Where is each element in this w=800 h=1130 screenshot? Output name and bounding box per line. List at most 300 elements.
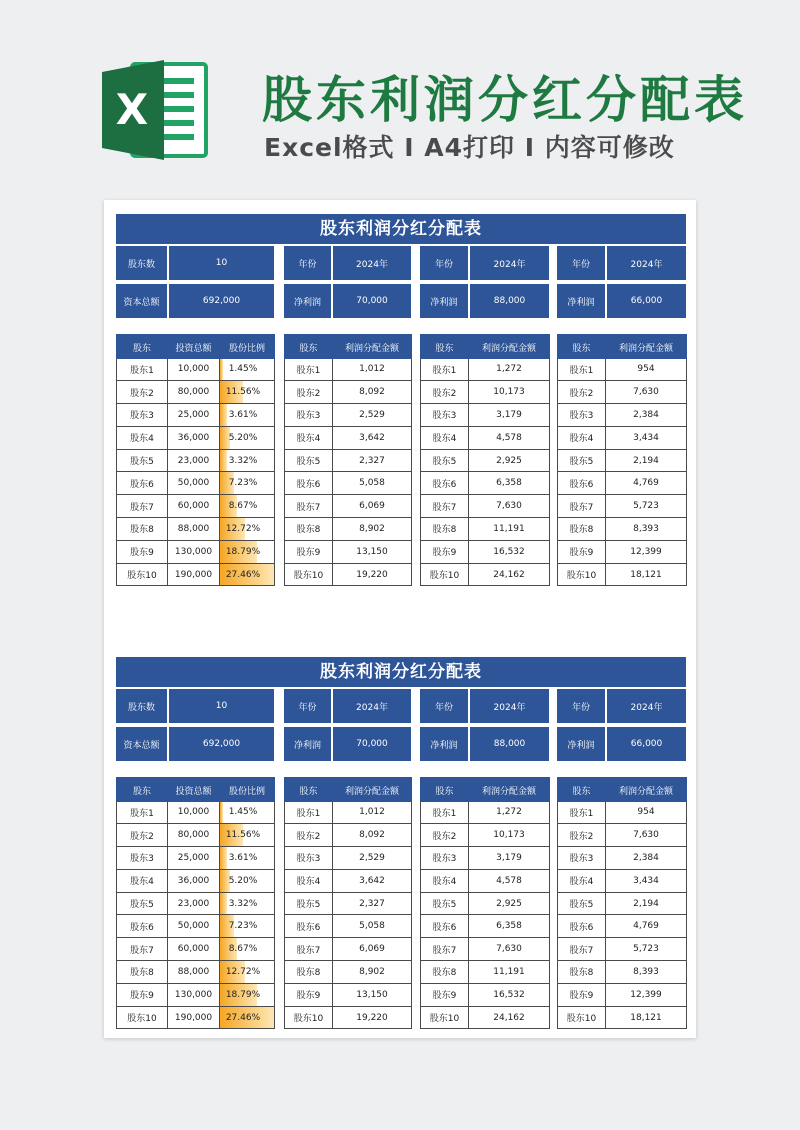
distribution-table-2 <box>420 334 550 586</box>
shareholder-name-cell[interactable]: 股东4 <box>421 426 469 449</box>
share-ratio-cell[interactable] <box>220 563 275 586</box>
distribution-amount-cell[interactable]: 6,069 <box>333 938 412 961</box>
shareholder-name-cell[interactable]: 股东9 <box>558 540 606 563</box>
year-2-label: 年份 <box>420 246 468 280</box>
net-profit-1-row <box>284 727 411 761</box>
investment-amount-cell[interactable]: 50,000 <box>168 915 220 938</box>
shareholder-name-cell[interactable]: 股东6 <box>421 915 469 938</box>
table-row <box>558 426 687 449</box>
logo-letter: X <box>115 85 149 134</box>
column-header[interactable]: 股东 <box>285 779 333 801</box>
distribution-amount-cell[interactable]: 8,902 <box>333 518 412 541</box>
shareholder-name-cell[interactable]: 股东10 <box>285 1006 333 1029</box>
column-header[interactable]: 投资总额 <box>168 779 220 801</box>
sheet-title: 股东利润分红分配表 <box>116 657 686 687</box>
distribution-amount-cell[interactable]: 7,630 <box>606 381 687 404</box>
investment-amount-cell[interactable]: 60,000 <box>168 495 220 518</box>
shareholder-name-cell[interactable]: 股东4 <box>421 869 469 892</box>
shareholder-name-cell[interactable]: 股东7 <box>421 495 469 518</box>
ratio-text: 7.23% <box>228 478 258 489</box>
net-profit-2-value[interactable]: 88,000 <box>470 284 549 318</box>
distribution-amount-cell[interactable]: 954 <box>606 358 687 381</box>
shareholder-count-label: 股东数 <box>116 689 167 723</box>
table-row <box>285 358 412 381</box>
shareholder-name-cell[interactable]: 股东8 <box>117 961 168 984</box>
net-profit-1-value[interactable]: 70,000 <box>333 727 411 761</box>
shareholder-name-cell[interactable]: 股东4 <box>558 869 606 892</box>
distribution-amount-cell[interactable]: 10,173 <box>469 824 550 847</box>
ratio-data-bar <box>220 847 227 869</box>
column-header[interactable]: 股东 <box>558 336 606 358</box>
shareholder-name-cell[interactable]: 股东9 <box>421 540 469 563</box>
column-header[interactable]: 利润分配金额 <box>606 336 687 358</box>
net-profit-2-value[interactable]: 88,000 <box>470 727 549 761</box>
sheet-title: 股东利润分红分配表 <box>116 214 686 244</box>
column-header[interactable]: 股东 <box>285 336 333 358</box>
distribution-amount-cell[interactable]: 2,327 <box>333 449 412 472</box>
shareholder-count-row <box>116 689 274 723</box>
shareholder-count-label: 股东数 <box>116 246 167 280</box>
total-capital-value[interactable]: 692,000 <box>169 727 274 761</box>
distribution-amount-cell[interactable]: 3,434 <box>606 426 687 449</box>
table-row <box>421 892 550 915</box>
distribution-amount-cell[interactable]: 2,529 <box>333 404 412 427</box>
shareholder-name-cell[interactable]: 股东7 <box>117 938 168 961</box>
table-row <box>558 449 687 472</box>
summary-group <box>420 689 549 767</box>
investment-amount-cell[interactable]: 25,000 <box>168 404 220 427</box>
table-row <box>421 495 550 518</box>
ratio-data-bar <box>220 450 227 472</box>
total-capital-row <box>116 284 274 318</box>
tables-area <box>116 777 686 1033</box>
shareholder-name-cell[interactable]: 股东4 <box>558 426 606 449</box>
share-ratio-cell[interactable] <box>220 518 275 541</box>
year-2-label: 年份 <box>420 689 468 723</box>
year-2-value[interactable]: 2024年 <box>470 246 549 280</box>
shareholder-name-cell[interactable]: 股东5 <box>421 892 469 915</box>
shareholder-name-cell[interactable]: 股东3 <box>421 404 469 427</box>
share-ratio-cell[interactable] <box>220 1006 275 1029</box>
shareholder-name-cell[interactable]: 股东6 <box>117 915 168 938</box>
shareholder-name-cell[interactable]: 股东3 <box>285 404 333 427</box>
table-row <box>117 518 275 541</box>
column-header[interactable]: 利润分配金额 <box>606 779 687 801</box>
shareholder-name-cell[interactable]: 股东7 <box>285 495 333 518</box>
table-header-row <box>285 336 412 358</box>
net-profit-3-value[interactable]: 66,000 <box>607 284 686 318</box>
distribution-amount-cell[interactable]: 12,399 <box>606 540 687 563</box>
distribution-amount-cell[interactable]: 8,393 <box>606 961 687 984</box>
shareholder-name-cell[interactable]: 股东4 <box>285 869 333 892</box>
shareholder-name-cell[interactable]: 股东8 <box>421 961 469 984</box>
shareholder-name-cell[interactable]: 股东3 <box>558 847 606 870</box>
table-row <box>285 961 412 984</box>
investment-amount-cell[interactable]: 88,000 <box>168 518 220 541</box>
table-row <box>285 404 412 427</box>
investment-amount-cell[interactable]: 36,000 <box>168 869 220 892</box>
shareholder-name-cell[interactable]: 股东5 <box>117 892 168 915</box>
column-header[interactable]: 股份比例 <box>220 779 275 801</box>
shareholder-name-cell[interactable]: 股东2 <box>117 381 168 404</box>
shareholder-name-cell[interactable]: 股东10 <box>558 563 606 586</box>
shareholder-name-cell[interactable]: 股东5 <box>285 449 333 472</box>
column-header[interactable]: 股东 <box>117 779 168 801</box>
distribution-amount-cell[interactable]: 7,630 <box>469 495 550 518</box>
distribution-amount-cell[interactable]: 2,384 <box>606 847 687 870</box>
distribution-amount-cell[interactable]: 24,162 <box>469 563 550 586</box>
shareholder-name-cell[interactable]: 股东9 <box>421 983 469 1006</box>
distribution-amount-cell[interactable]: 13,150 <box>333 983 412 1006</box>
table-row <box>117 892 275 915</box>
shareholder-name-cell[interactable]: 股东6 <box>117 472 168 495</box>
investment-table <box>116 777 275 1029</box>
column-header[interactable]: 利润分配金额 <box>333 336 412 358</box>
shareholder-name-cell[interactable]: 股东7 <box>558 938 606 961</box>
share-ratio-cell[interactable] <box>220 892 275 915</box>
share-ratio-cell[interactable] <box>220 381 275 404</box>
distribution-amount-cell[interactable]: 4,769 <box>606 915 687 938</box>
share-ratio-cell[interactable] <box>220 449 275 472</box>
shareholder-name-cell[interactable]: 股东1 <box>558 801 606 824</box>
year-1-row <box>284 246 411 280</box>
net-profit-3-label: 净利润 <box>557 727 605 761</box>
shareholder-name-cell[interactable]: 股东3 <box>117 404 168 427</box>
shareholder-name-cell[interactable]: 股东10 <box>421 1006 469 1029</box>
page-subtitle: Excel格式 I A4打印 I 内容可修改 <box>264 133 675 162</box>
shareholder-name-cell[interactable]: 股东5 <box>558 892 606 915</box>
shareholder-name-cell[interactable]: 股东3 <box>558 404 606 427</box>
share-ratio-cell[interactable] <box>220 983 275 1006</box>
investment-amount-cell[interactable]: 190,000 <box>168 563 220 586</box>
shareholder-name-cell[interactable]: 股东8 <box>558 961 606 984</box>
shareholder-name-cell[interactable]: 股东8 <box>558 518 606 541</box>
shareholder-name-cell[interactable]: 股东2 <box>285 381 333 404</box>
summary-group <box>284 689 411 767</box>
shareholder-name-cell[interactable]: 股东6 <box>421 472 469 495</box>
share-ratio-cell[interactable] <box>220 404 275 427</box>
table-row <box>421 426 550 449</box>
share-ratio-cell[interactable] <box>220 358 275 381</box>
summary-panel <box>116 689 686 767</box>
distribution-amount-cell[interactable]: 2,529 <box>333 847 412 870</box>
year-1-label: 年份 <box>284 246 331 280</box>
ratio-data-bar <box>220 359 223 381</box>
column-header[interactable]: 利润分配金额 <box>469 779 550 801</box>
summary-panel <box>116 246 686 324</box>
table-row <box>117 869 275 892</box>
investment-amount-cell[interactable]: 190,000 <box>168 1006 220 1029</box>
shareholder-name-cell[interactable]: 股东3 <box>285 847 333 870</box>
summary-group <box>116 689 274 767</box>
shareholder-name-cell[interactable]: 股东2 <box>285 824 333 847</box>
total-capital-value[interactable]: 692,000 <box>169 284 274 318</box>
table-row <box>285 563 412 586</box>
distribution-amount-cell[interactable]: 10,173 <box>469 381 550 404</box>
distribution-table-2 <box>420 777 550 1029</box>
ratio-text: 11.56% <box>225 830 261 841</box>
shareholder-name-cell[interactable]: 股东1 <box>117 358 168 381</box>
table-row <box>558 983 687 1006</box>
investment-amount-cell[interactable]: 23,000 <box>168 892 220 915</box>
distribution-amount-cell[interactable]: 2,384 <box>606 404 687 427</box>
investment-amount-cell[interactable]: 10,000 <box>168 801 220 824</box>
distribution-amount-cell[interactable]: 2,194 <box>606 892 687 915</box>
investment-amount-cell[interactable]: 88,000 <box>168 961 220 984</box>
distribution-amount-cell[interactable]: 13,150 <box>333 540 412 563</box>
shareholder-name-cell[interactable]: 股东8 <box>285 961 333 984</box>
distribution-amount-cell[interactable]: 3,179 <box>469 847 550 870</box>
distribution-amount-cell[interactable]: 5,058 <box>333 472 412 495</box>
distribution-amount-cell[interactable]: 2,327 <box>333 892 412 915</box>
column-header[interactable]: 股东 <box>421 779 469 801</box>
shareholder-name-cell[interactable]: 股东5 <box>421 449 469 472</box>
distribution-amount-cell[interactable]: 6,358 <box>469 915 550 938</box>
shareholder-name-cell[interactable]: 股东7 <box>285 938 333 961</box>
summary-group <box>116 246 274 324</box>
investment-amount-cell[interactable]: 60,000 <box>168 938 220 961</box>
table-row <box>117 961 275 984</box>
table-row <box>117 472 275 495</box>
distribution-amount-cell[interactable]: 6,069 <box>333 495 412 518</box>
shareholder-name-cell[interactable]: 股东1 <box>117 801 168 824</box>
distribution-amount-cell[interactable]: 1,272 <box>469 358 550 381</box>
ratio-text: 12.72% <box>225 966 261 977</box>
table-row <box>421 847 550 870</box>
shareholder-name-cell[interactable]: 股东7 <box>558 495 606 518</box>
distribution-amount-cell[interactable]: 1,012 <box>333 358 412 381</box>
distribution-amount-cell[interactable]: 2,925 <box>469 892 550 915</box>
investment-amount-cell[interactable]: 25,000 <box>168 847 220 870</box>
investment-amount-cell[interactable]: 10,000 <box>168 358 220 381</box>
page-header <box>0 0 800 190</box>
share-ratio-cell[interactable] <box>220 847 275 870</box>
table-row <box>285 915 412 938</box>
summary-group <box>420 246 549 324</box>
share-ratio-cell[interactable] <box>220 938 275 961</box>
table-row <box>558 381 687 404</box>
ratio-text: 27.46% <box>225 569 261 580</box>
net-profit-1-value[interactable]: 70,000 <box>333 284 411 318</box>
shareholder-name-cell[interactable]: 股东4 <box>117 426 168 449</box>
table-row <box>285 869 412 892</box>
distribution-amount-cell[interactable]: 4,769 <box>606 472 687 495</box>
table-row <box>558 892 687 915</box>
distribution-amount-cell[interactable]: 7,630 <box>606 824 687 847</box>
distribution-amount-cell[interactable]: 6,358 <box>469 472 550 495</box>
shareholder-name-cell[interactable]: 股东10 <box>285 563 333 586</box>
investment-amount-cell[interactable]: 50,000 <box>168 472 220 495</box>
table-row <box>117 381 275 404</box>
ratio-text: 5.20% <box>228 432 258 443</box>
ratio-text: 8.67% <box>228 501 258 512</box>
shareholder-name-cell[interactable]: 股东2 <box>558 381 606 404</box>
share-ratio-cell[interactable] <box>220 540 275 563</box>
year-3-label: 年份 <box>557 689 605 723</box>
shareholder-name-cell[interactable]: 股东1 <box>558 358 606 381</box>
shareholder-name-cell[interactable]: 股东7 <box>117 495 168 518</box>
distribution-amount-cell[interactable]: 24,162 <box>469 1006 550 1029</box>
shareholder-name-cell[interactable]: 股东10 <box>117 563 168 586</box>
investment-amount-cell[interactable]: 36,000 <box>168 426 220 449</box>
distribution-amount-cell[interactable]: 5,723 <box>606 938 687 961</box>
table-row <box>558 824 687 847</box>
column-header[interactable]: 投资总额 <box>168 336 220 358</box>
distribution-amount-cell[interactable]: 8,902 <box>333 961 412 984</box>
distribution-amount-cell[interactable]: 7,630 <box>469 938 550 961</box>
distribution-amount-cell[interactable]: 954 <box>606 801 687 824</box>
table-row <box>421 518 550 541</box>
year-2-value[interactable]: 2024年 <box>470 689 549 723</box>
column-header[interactable]: 股东 <box>421 336 469 358</box>
ratio-text: 3.61% <box>228 409 258 420</box>
table-header-row <box>558 336 687 358</box>
ratio-text: 1.45% <box>228 807 258 818</box>
shareholder-name-cell[interactable]: 股东8 <box>421 518 469 541</box>
distribution-amount-cell[interactable]: 16,532 <box>469 540 550 563</box>
share-ratio-cell[interactable] <box>220 824 275 847</box>
table-row <box>421 404 550 427</box>
shareholder-name-cell[interactable]: 股东10 <box>421 563 469 586</box>
distribution-table-3 <box>557 334 687 586</box>
year-3-value[interactable]: 2024年 <box>607 689 686 723</box>
column-header[interactable]: 股东 <box>558 779 606 801</box>
distribution-amount-cell[interactable]: 3,434 <box>606 869 687 892</box>
table-row <box>421 449 550 472</box>
shareholder-name-cell[interactable]: 股东3 <box>421 847 469 870</box>
distribution-amount-cell[interactable]: 11,191 <box>469 518 550 541</box>
shareholder-name-cell[interactable]: 股东2 <box>421 824 469 847</box>
distribution-amount-cell[interactable]: 5,058 <box>333 915 412 938</box>
year-1-value[interactable]: 2024年 <box>333 246 411 280</box>
table-row <box>421 801 550 824</box>
distribution-amount-cell[interactable]: 12,399 <box>606 983 687 1006</box>
investment-amount-cell[interactable]: 23,000 <box>168 449 220 472</box>
share-ratio-cell[interactable] <box>220 472 275 495</box>
distribution-amount-cell[interactable]: 2,194 <box>606 449 687 472</box>
shareholder-name-cell[interactable]: 股东10 <box>117 1006 168 1029</box>
distribution-amount-cell[interactable]: 8,092 <box>333 824 412 847</box>
shareholder-name-cell[interactable]: 股东5 <box>285 892 333 915</box>
distribution-amount-cell[interactable]: 16,532 <box>469 983 550 1006</box>
column-header[interactable]: 股东 <box>117 336 168 358</box>
shareholder-name-cell[interactable]: 股东2 <box>558 824 606 847</box>
shareholder-name-cell[interactable]: 股东6 <box>285 915 333 938</box>
shareholder-name-cell[interactable]: 股东1 <box>285 801 333 824</box>
shareholder-name-cell[interactable]: 股东2 <box>421 381 469 404</box>
investment-amount-cell[interactable]: 130,000 <box>168 540 220 563</box>
shareholder-name-cell[interactable]: 股东6 <box>558 472 606 495</box>
share-ratio-cell[interactable] <box>220 961 275 984</box>
table-header-row <box>117 779 275 801</box>
table-header-row <box>421 336 550 358</box>
table-row <box>285 472 412 495</box>
shareholder-name-cell[interactable]: 股东2 <box>117 824 168 847</box>
distribution-amount-cell[interactable]: 1,272 <box>469 801 550 824</box>
investment-amount-cell[interactable]: 80,000 <box>168 381 220 404</box>
shareholder-name-cell[interactable]: 股东10 <box>558 1006 606 1029</box>
table-row <box>285 824 412 847</box>
table-row <box>285 847 412 870</box>
shareholder-name-cell[interactable]: 股东9 <box>558 983 606 1006</box>
table-row <box>558 518 687 541</box>
distribution-amount-cell[interactable]: 3,642 <box>333 426 412 449</box>
investment-amount-cell[interactable]: 80,000 <box>168 824 220 847</box>
column-header[interactable]: 股份比例 <box>220 336 275 358</box>
net-profit-1-label: 净利润 <box>284 727 331 761</box>
distribution-amount-cell[interactable]: 2,925 <box>469 449 550 472</box>
shareholder-name-cell[interactable]: 股东6 <box>558 915 606 938</box>
share-ratio-cell[interactable] <box>220 869 275 892</box>
table-row <box>558 563 687 586</box>
share-ratio-cell[interactable] <box>220 426 275 449</box>
year-3-label: 年份 <box>557 246 605 280</box>
shareholder-count-value[interactable]: 10 <box>169 689 274 723</box>
column-header[interactable]: 利润分配金额 <box>469 336 550 358</box>
shareholder-name-cell[interactable]: 股东7 <box>421 938 469 961</box>
share-ratio-cell[interactable] <box>220 915 275 938</box>
shareholder-name-cell[interactable]: 股东5 <box>558 449 606 472</box>
year-3-value[interactable]: 2024年 <box>607 246 686 280</box>
distribution-amount-cell[interactable]: 19,220 <box>333 563 412 586</box>
distribution-amount-cell[interactable]: 1,012 <box>333 801 412 824</box>
shareholder-name-cell[interactable]: 股东1 <box>421 358 469 381</box>
year-1-value[interactable]: 2024年 <box>333 689 411 723</box>
shareholder-name-cell[interactable]: 股东8 <box>285 518 333 541</box>
distribution-amount-cell[interactable]: 3,179 <box>469 404 550 427</box>
share-ratio-cell[interactable] <box>220 801 275 824</box>
distribution-amount-cell[interactable]: 19,220 <box>333 1006 412 1029</box>
shareholder-name-cell[interactable]: 股东6 <box>285 472 333 495</box>
distribution-amount-cell[interactable]: 11,191 <box>469 961 550 984</box>
shareholder-count-value[interactable]: 10 <box>169 246 274 280</box>
shareholder-name-cell[interactable]: 股东9 <box>117 983 168 1006</box>
distribution-table-3 <box>557 777 687 1029</box>
shareholder-name-cell[interactable]: 股东3 <box>117 847 168 870</box>
tables-area <box>116 334 686 590</box>
column-header[interactable]: 利润分配金额 <box>333 779 412 801</box>
summary-group <box>557 246 686 324</box>
year-2-row <box>420 689 549 723</box>
distribution-amount-cell[interactable]: 4,578 <box>469 426 550 449</box>
table-row <box>558 404 687 427</box>
distribution-amount-cell[interactable]: 3,642 <box>333 869 412 892</box>
shareholder-name-cell[interactable]: 股东9 <box>285 983 333 1006</box>
distribution-amount-cell[interactable]: 8,393 <box>606 518 687 541</box>
shareholder-name-cell[interactable]: 股东1 <box>285 358 333 381</box>
distribution-amount-cell[interactable]: 18,121 <box>606 563 687 586</box>
shareholder-count-row <box>116 246 274 280</box>
excel-logo-icon <box>102 58 212 162</box>
shareholder-name-cell[interactable]: 股东1 <box>421 801 469 824</box>
share-ratio-cell[interactable] <box>220 495 275 518</box>
distribution-amount-cell[interactable]: 4,578 <box>469 869 550 892</box>
shareholder-name-cell[interactable]: 股东4 <box>117 869 168 892</box>
distribution-amount-cell[interactable]: 8,092 <box>333 381 412 404</box>
shareholder-name-cell[interactable]: 股东5 <box>117 449 168 472</box>
distribution-amount-cell[interactable]: 5,723 <box>606 495 687 518</box>
net-profit-3-row <box>557 284 686 318</box>
net-profit-3-value[interactable]: 66,000 <box>607 727 686 761</box>
shareholder-name-cell[interactable]: 股东9 <box>117 540 168 563</box>
shareholder-name-cell[interactable]: 股东8 <box>117 518 168 541</box>
table-row <box>117 1006 275 1029</box>
distribution-amount-cell[interactable]: 18,121 <box>606 1006 687 1029</box>
investment-amount-cell[interactable]: 130,000 <box>168 983 220 1006</box>
shareholder-name-cell[interactable]: 股东9 <box>285 540 333 563</box>
table-row <box>285 983 412 1006</box>
shareholder-name-cell[interactable]: 股东4 <box>285 426 333 449</box>
